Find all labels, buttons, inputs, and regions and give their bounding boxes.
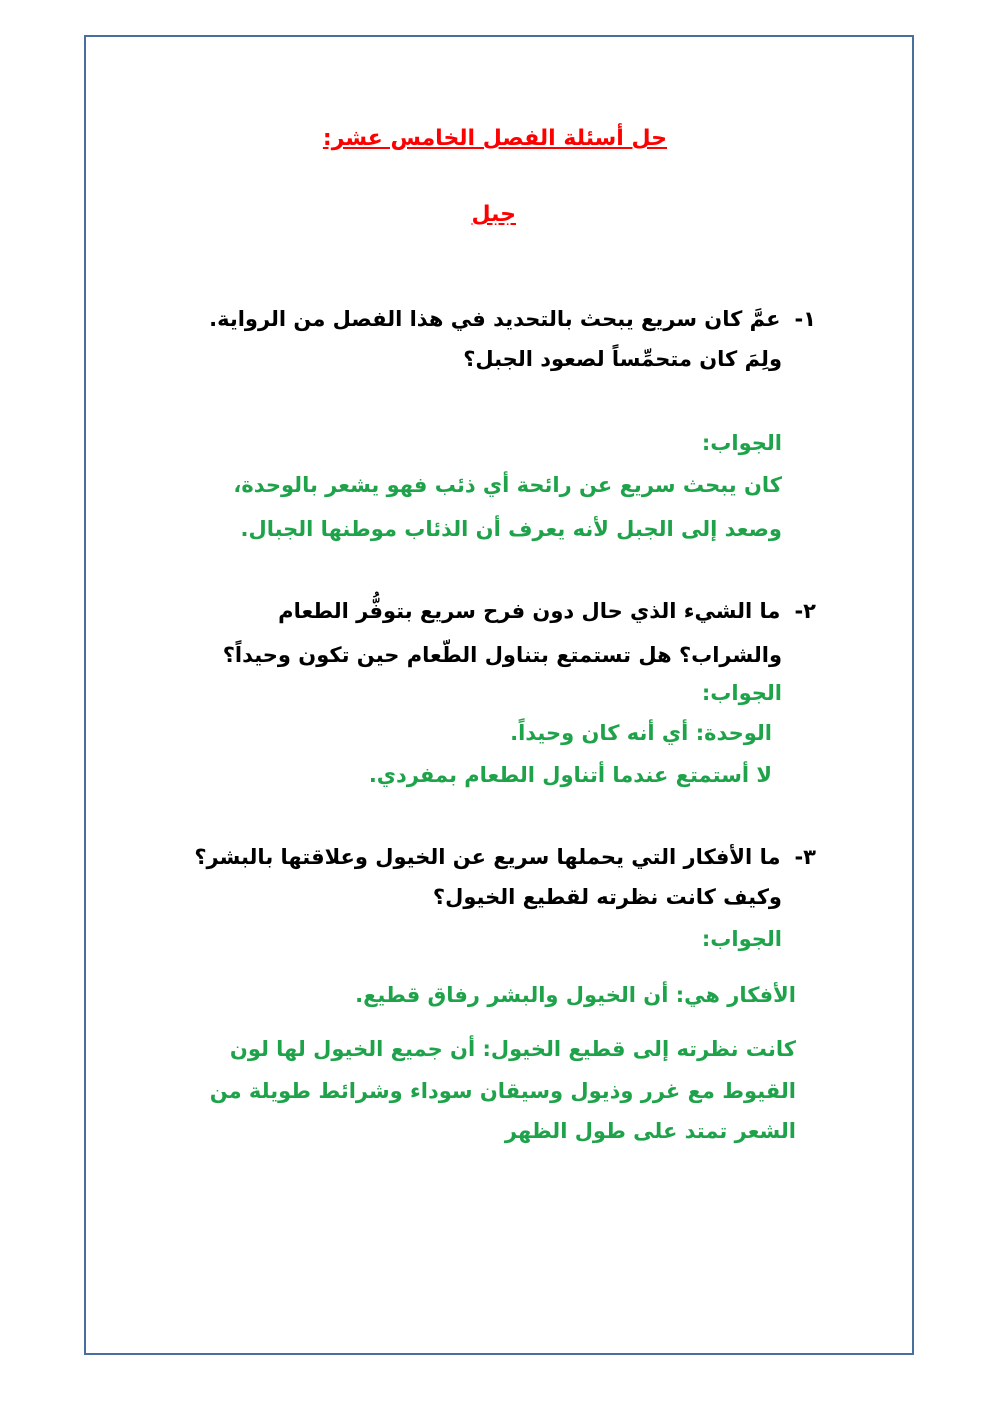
answer-3-line-4: الشعر تمتد على طول الظهر (504, 1119, 796, 1143)
answer-3-label: الجواب: (701, 927, 782, 951)
question-2-line-2: والشراب؟ هل تستمتع بتناول الطّعام حين تكون وحيداً؟ (222, 643, 782, 667)
answer-2-label: الجواب: (701, 681, 782, 705)
answer-3-line-2: كانت نظرته إلى قطيع الخيول: أن جميع الخيول لها لون (229, 1037, 796, 1061)
question-1-number: ١- (794, 307, 816, 331)
page-title: حل أسئلة الفصل الخامس عشر: (322, 126, 667, 151)
question-2-line-1: ٢-ما الشيء الذي حال دون فرح سريع بتوفُّر الطعام (278, 596, 816, 626)
question-1-line-2: ولِمَ كان متحمِّساً لصعود الجبل؟ (463, 347, 782, 371)
page-border (84, 35, 914, 1355)
page-subtitle: جبل (471, 202, 516, 227)
answer-1-label: الجواب: (701, 431, 782, 455)
answer-1-line-2: وصعد إلى الجبل لأنه يعرف أن الذئاب موطنها الجبال. (240, 517, 782, 541)
question-3-number: ٣- (794, 845, 816, 869)
question-2-number: ٢- (794, 599, 816, 623)
question-3-line-2: وكيف كانت نظرته لقطيع الخيول؟ (432, 885, 782, 909)
answer-2-line-2: لا أستمتع عندما أتناول الطعام بمفردي. (368, 763, 772, 787)
question-1-line-1: ١-عمَّ كان سريع يبحث بالتحديد في هذا الفصل من الرواية. (209, 304, 816, 334)
answer-1-line-1: كان يبحث سريع عن رائحة أي ذئب فهو يشعر بالوحدة، (233, 473, 782, 497)
answer-3-line-3: القيوط مع غرر وذيول وسيقان سوداء وشرائط طويلة من (209, 1079, 796, 1103)
answer-3-line-1: الأفكار هي: أن الخيول والبشر رفاق قطيع. (355, 983, 796, 1007)
question-3-line-1: ٣-ما الأفكار التي يحملها سريع عن الخيول وعلاقتها بالبشر؟ (194, 842, 816, 872)
answer-2-line-1: الوحدة: أي أنه كان وحيداً. (510, 721, 772, 745)
